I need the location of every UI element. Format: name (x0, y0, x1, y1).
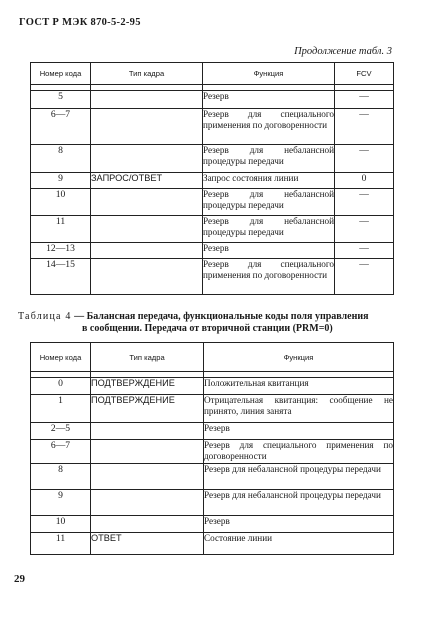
caption-line-1: — Балансная передача, функциональные коды поля управления (74, 311, 369, 322)
table-row (31, 173, 394, 189)
column-header: Функция (203, 63, 335, 85)
function-cell: Резерв (204, 516, 394, 533)
frame-type-cell (91, 423, 204, 440)
function-cell: Резерв (203, 243, 335, 259)
function-cell: Резерв (203, 91, 335, 109)
code-cell: 9 (31, 173, 91, 189)
code-cell: 11 (31, 533, 91, 555)
frame-type-cell (91, 440, 204, 464)
fcv-cell: — (335, 259, 394, 295)
function-cell: Резерв для небалансной процедуры передачи (204, 464, 394, 490)
table-row (31, 378, 394, 395)
frame-type-cell (91, 490, 204, 516)
column-header: Тип кадра (91, 343, 204, 372)
table-row (31, 91, 394, 109)
code-cell: 10 (31, 516, 91, 533)
function-cell: Резерв для специального применения по договоренности (204, 440, 394, 464)
fcv-cell: — (335, 109, 394, 145)
code-cell: 9 (31, 490, 91, 516)
frame-type-cell (91, 145, 203, 173)
table-3-continued (30, 62, 394, 295)
code-cell: 6—7 (31, 440, 91, 464)
table-row (31, 464, 394, 490)
column-header: Номер кода (31, 63, 91, 85)
fcv-cell: 0 (335, 173, 394, 189)
function-cell: Резерв для небалансной процедуры передачи (204, 490, 394, 516)
code-cell: 12—13 (31, 243, 91, 259)
table-row (31, 109, 394, 145)
caption-line-2: в сообщении. Передача от вторичной станции (PRM=0) (82, 323, 333, 334)
table-row (31, 440, 394, 464)
function-cell: Резерв для небалансной процедуры передачи (203, 216, 335, 243)
code-cell: 2—5 (31, 423, 91, 440)
fcv-cell: — (335, 216, 394, 243)
frame-type-cell (91, 91, 203, 109)
frame-type-cell: ОТВЕТ (91, 533, 204, 555)
table-4 (30, 342, 394, 555)
table-row (31, 189, 394, 216)
frame-type-cell: ПОДТВЕРЖДЕНИЕ (91, 395, 204, 423)
page-number: 29 (14, 573, 25, 585)
continuation-label: Продолжение табл. 3 (294, 46, 392, 57)
function-cell: Резерв для специального применения по договоренности (203, 109, 335, 145)
table-row (31, 145, 394, 173)
code-cell: 1 (31, 395, 91, 423)
code-cell: 5 (31, 91, 91, 109)
table-row (31, 423, 394, 440)
frame-type-cell (91, 109, 203, 145)
column-header: Тип кадра (91, 63, 203, 85)
column-header: Функция (204, 343, 394, 372)
table-row (31, 395, 394, 423)
function-cell: Резерв для специального применения по договоренности (203, 259, 335, 295)
column-header: Номер кода (31, 343, 91, 372)
fcv-cell: — (335, 145, 394, 173)
frame-type-cell (91, 516, 204, 533)
code-cell: 0 (31, 378, 91, 395)
function-cell: Резерв для небалансной процедуры передачи (203, 145, 335, 173)
caption-prefix: Таблица 4 (18, 311, 72, 322)
code-cell: 10 (31, 189, 91, 216)
function-cell: Резерв для небалансной процедуры передачи (203, 189, 335, 216)
frame-type-cell (91, 243, 203, 259)
table-row (31, 516, 394, 533)
document-header: ГОСТ Р МЭК 870-5-2-95 (19, 17, 141, 28)
table-row (31, 216, 394, 243)
table-4-caption (18, 311, 398, 335)
function-cell: Отрицательная квитанция: сообщение не принято, линия занята (204, 395, 394, 423)
fcv-cell: — (335, 91, 394, 109)
table-row (31, 243, 394, 259)
code-cell: 14—15 (31, 259, 91, 295)
table-row (31, 490, 394, 516)
frame-type-cell (91, 189, 203, 216)
column-header: FCV (335, 63, 394, 85)
frame-type-cell (91, 259, 203, 295)
function-cell: Запрос состояния линии (203, 173, 335, 189)
function-cell: Состояние линии (204, 533, 394, 555)
table-row (31, 533, 394, 555)
code-cell: 11 (31, 216, 91, 243)
code-cell: 6—7 (31, 109, 91, 145)
code-cell: 8 (31, 145, 91, 173)
frame-type-cell (91, 216, 203, 243)
frame-type-cell: ЗАПРОС/ОТВЕТ (91, 173, 203, 189)
fcv-cell: — (335, 243, 394, 259)
code-cell: 8 (31, 464, 91, 490)
function-cell: Резерв (204, 423, 394, 440)
frame-type-cell (91, 464, 204, 490)
function-cell: Положительная квитанция (204, 378, 394, 395)
fcv-cell: — (335, 189, 394, 216)
table-row (31, 259, 394, 295)
frame-type-cell: ПОДТВЕРЖДЕНИЕ (91, 378, 204, 395)
